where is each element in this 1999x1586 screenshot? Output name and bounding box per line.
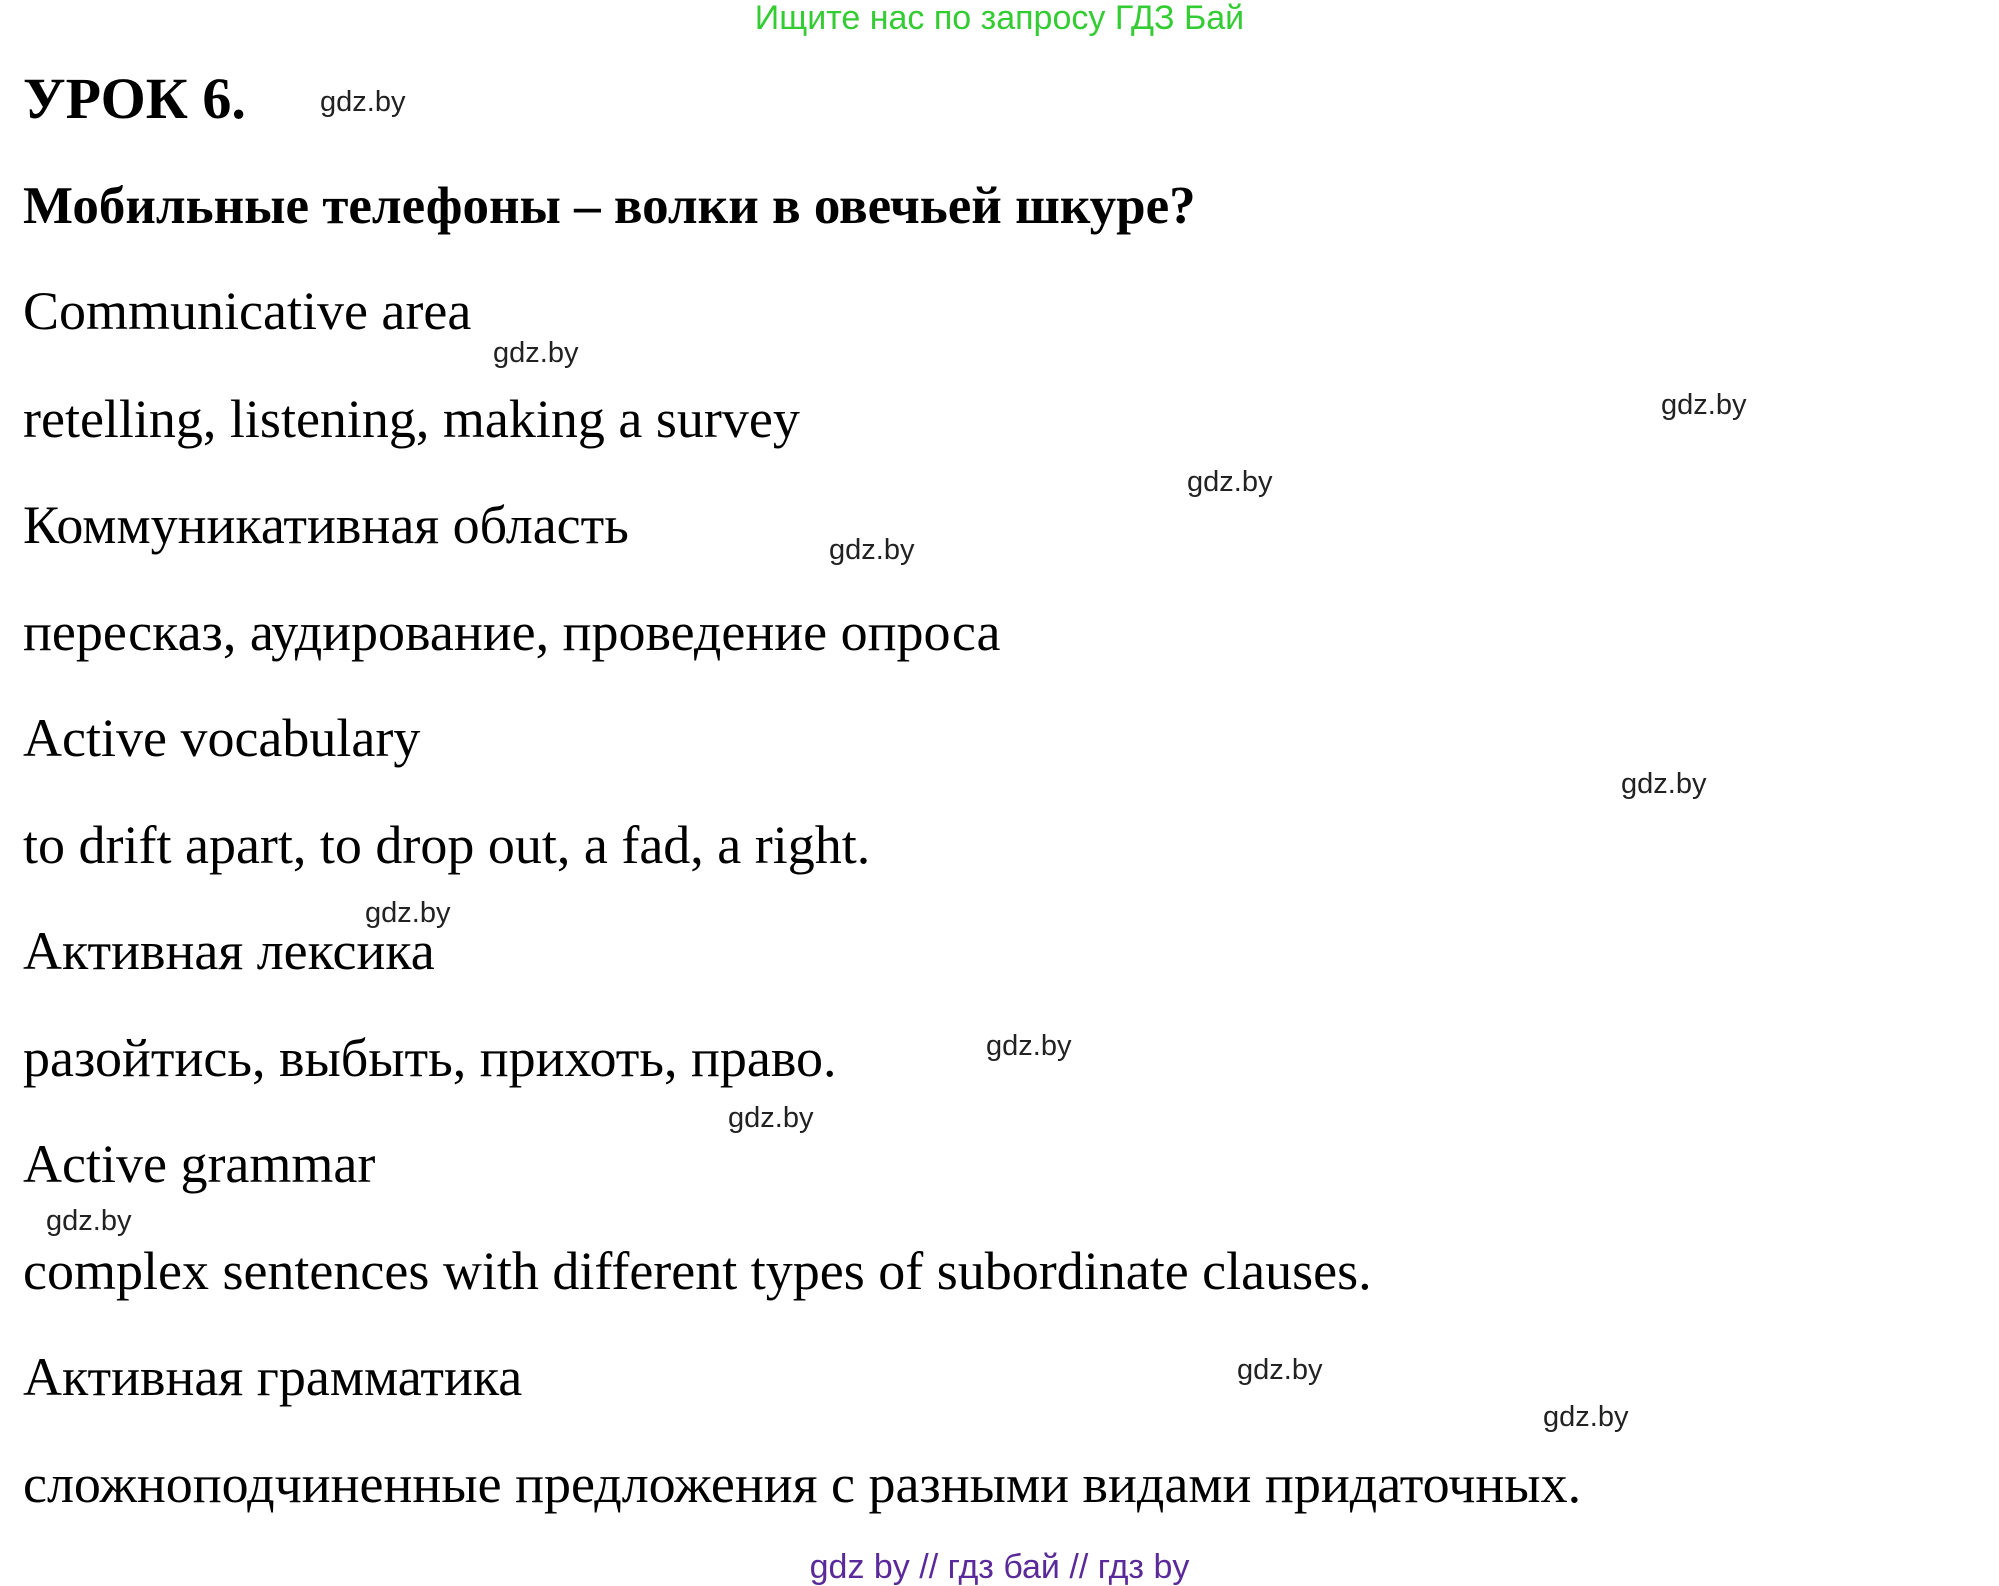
watermark: gdz.by [46, 1205, 132, 1237]
watermark: gdz.by [986, 1030, 1072, 1062]
watermark: gdz.by [493, 337, 579, 369]
watermark: gdz.by [1661, 389, 1747, 421]
promo-banner: Ищите нас по запросу ГДЗ Бай [754, 0, 1245, 37]
section-heading-active-grammar-ru: Активная грамматика [23, 1347, 523, 1407]
section-heading-active-vocabulary-ru: Активная лексика [23, 921, 435, 981]
watermark: gdz.by [1621, 768, 1707, 800]
watermark: gdz.by [320, 86, 406, 118]
lesson-subtitle: Мобильные телефоны – волки в овечьей шкуре? [23, 177, 1196, 235]
active-vocabulary-text: to drift apart, to drop out, a fad, a right. [23, 815, 871, 875]
watermark: gdz.by [365, 897, 451, 929]
section-heading-communicative-area: Communicative area [23, 281, 472, 341]
section-heading-communicative-area-ru: Коммуникативная область [23, 495, 629, 555]
communicative-area-text: retelling, listening, making a survey [23, 389, 800, 449]
footer-links: gdz by // гдз бай // гдз by [809, 1548, 1190, 1586]
active-grammar-text: complex sentences with different types of subordinate clauses. [23, 1241, 1372, 1301]
section-heading-active-vocabulary: Active vocabulary [23, 708, 421, 768]
watermark: gdz.by [728, 1102, 814, 1134]
watermark: gdz.by [1237, 1354, 1323, 1386]
communicative-area-text-ru: пересказ, аудирование, проведение опроса [23, 602, 1001, 662]
active-grammar-text-ru: сложноподчиненные предложения с разными видами придаточных. [23, 1454, 1582, 1514]
section-heading-active-grammar: Active grammar [23, 1134, 376, 1194]
watermark: gdz.by [1187, 466, 1273, 498]
watermark: gdz.by [829, 534, 915, 566]
lesson-title: УРОК 6. [23, 66, 246, 131]
active-vocabulary-text-ru: разойтись, выбыть, прихоть, право. [23, 1028, 837, 1088]
watermark: gdz.by [1543, 1401, 1629, 1433]
